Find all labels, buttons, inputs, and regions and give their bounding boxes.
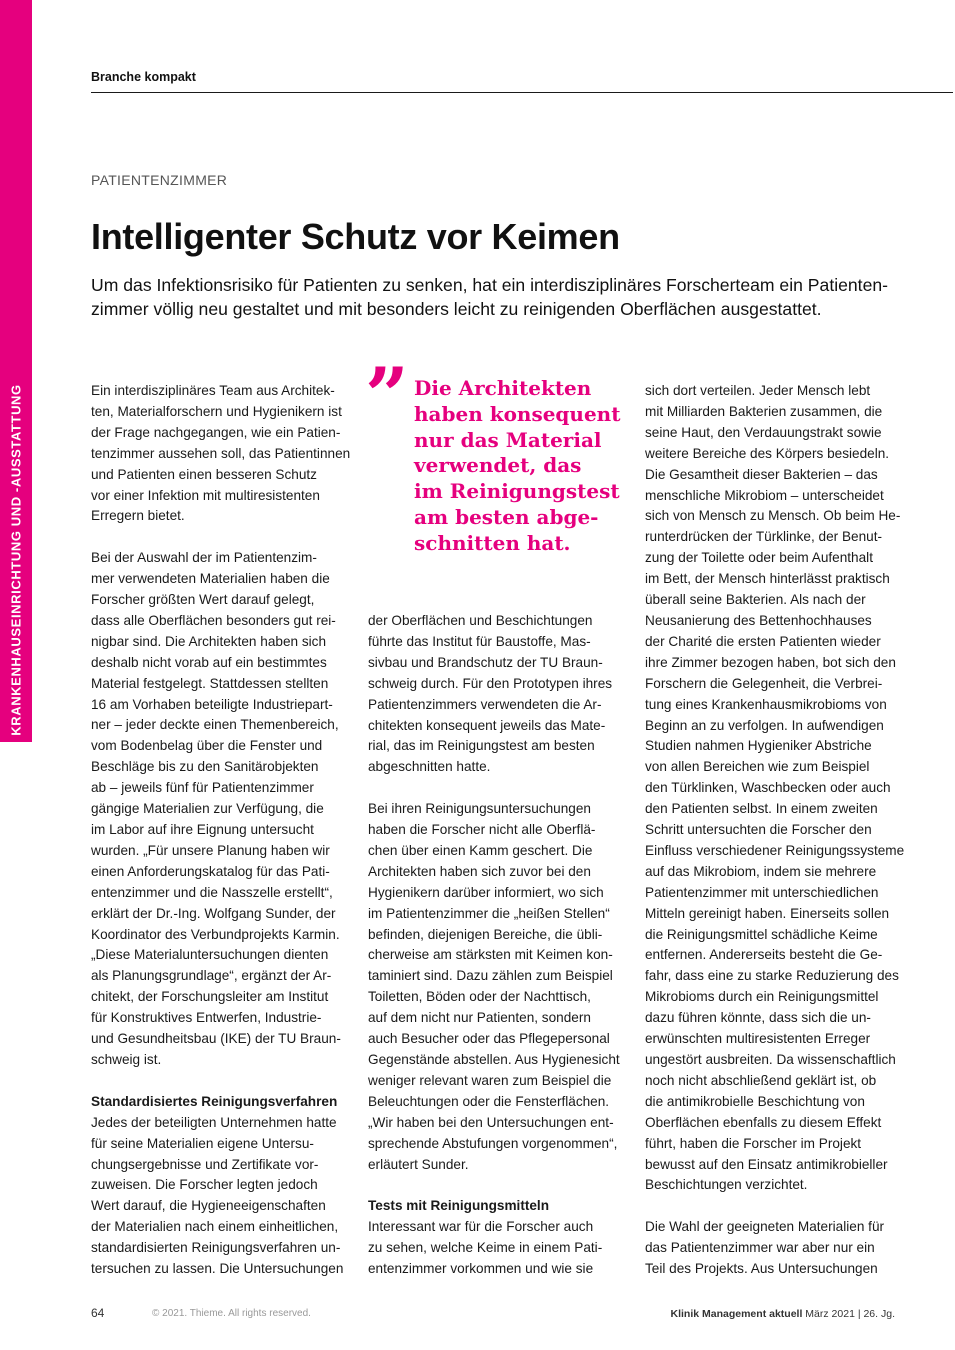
text-line: rial, das im Reinigungstest am besten [368,738,595,754]
page-number: 64 [91,1306,105,1320]
text-line: chitekten konsequent jeweils das Mate- [368,717,606,733]
quote-mark-icon: ” [365,351,409,440]
text-line: abgeschnitten hatte. [368,759,491,775]
text-column-2 [368,611,620,1280]
text-line: bewusst auf den Einsatz antimikrobieller [645,1156,888,1172]
text-line: Koordinator des Verbundprojekts Karmin. [91,926,340,942]
text-line: dazu führen könnte, dass sich die un- [645,1010,871,1026]
text-line: die Reinigungsmittel schädliche Keime [645,926,878,942]
text-line: Neusanierung des Bettenhochhauses [645,612,872,628]
text-line: Teil des Projekts. Aus Untersuchungen [645,1261,878,1277]
text-line: nur das Material [414,427,602,452]
text-line: tenzimmer aussehen soll, das Patientinnen [91,445,351,461]
text-line: Bei ihren Reinigungsuntersuchungen [368,801,591,817]
text-line: Mitteln gereinigt haben. Einerseits sollen [645,905,890,921]
text-line: Toiletten, Böden oder der Nachttisch, [368,989,591,1005]
text-line: Patientenzimmers verwendeten die Ar- [368,696,602,712]
text-line: schweig durch. Für den Prototypen ihres [368,675,613,691]
text-line: Beleuchtungen oder die Fensterflächen. [368,1093,610,1109]
text-line: befinden, diejenigen Bereiche, die übli- [368,926,603,942]
text-line: Jedes der beteiligten Unternehmen hatte [91,1114,337,1130]
article-kicker: PATIENTENZIMMER [91,172,228,188]
text-line: chen über einen Kamm geschert. Die [368,842,593,858]
text-line: entenzimmer und die Nasszelle erstellt“, [91,884,333,900]
text-line: Interessant war für die Forscher auch [368,1219,594,1235]
text-line: chungsergebnisse und Zertifikate vor- [91,1156,319,1172]
text-line: die antimikrobielle Beschichtung von [645,1093,865,1109]
text-column-1 [91,381,351,1280]
text-line: Ein interdisziplinäres Team aus Architek- [91,383,335,398]
text-line: haben konsequent [414,401,621,426]
text-line: noch nicht abschließend geklärt ist, ob [645,1072,877,1088]
text-line: dass alle Oberflächen besonders gut rei- [91,612,336,628]
text-line: ab – jeweils fünf für Patientenzimmer [91,780,314,796]
text-line: zuweisen. Die Forscher legten jedoch [91,1177,318,1193]
text-line: als Planungsgrundlage“, ergänzt der Ar- [91,968,332,984]
text-line: mer verwendeten Materialien haben die [91,571,330,587]
text-line: cherweise am stärksten mit Keimen kon- [368,947,613,963]
text-line: Hygienikern darüber informiert, wo sich [368,884,604,900]
text-line: zung der Toilette oder beim Aufenthalt [645,550,873,566]
text-line: Die Gesamtheit dieser Bakterien – das [645,466,878,482]
text-line: Bei der Auswahl der im Patientenzim- [91,550,317,566]
text-line: Einfluss verschiedener Reinigungssysteme [645,842,905,858]
text-line: sivbau und Brandschutz der TU Braun- [368,654,603,670]
text-line: 16 am Vorhaben beteiligte Industriepart- [91,696,333,712]
text-line: im Bett, der Mensch hinterlässt praktisch [645,571,890,587]
section-sidebar [0,0,32,742]
text-line: haben die Forscher nicht alle Oberflä- [368,822,596,838]
text-line: tersuchen zu lassen. Die Untersuchungen [91,1261,344,1277]
journal-info [671,1308,896,1320]
text-line: Gegenstände abstellen. Aus Hygienesicht [368,1052,620,1068]
paragraph [91,381,351,527]
text-line: Oberflächen ebenfalls zu diesem Effekt [645,1114,882,1130]
text-line: am besten abge- [414,504,599,529]
text-line: gängige Materialien zur Verfügung, die [91,801,324,817]
text-line: führt, haben die Forscher im Projekt [645,1135,862,1151]
text-line: Die Architekten [414,376,592,400]
text-line: Mikrobioms durch ein Reinigungsmittel [645,989,879,1005]
text-line: der Charité die ersten Patienten wieder [645,633,881,649]
subheading: Tests mit Reinigungsmitteln [368,1198,550,1214]
text-line: für seine Materialien eigene Untersu- [91,1135,314,1151]
paragraph [91,548,343,1071]
text-line: ihre Zimmer bezogen haben, bot sich den [645,654,896,670]
text-line: der Oberflächen und Beschichtungen [368,613,593,628]
header-rule [91,92,953,93]
text-line: Beginn an zu verfolgen. In aufwendigen [645,717,884,733]
text-line: vom Bodenbelag über die Fenster und [91,738,323,754]
text-line: von allen Bereichen wie zum Beispiel [645,759,870,775]
text-line: im Labor auf ihre Eignung untersucht [91,822,314,838]
text-line: Beschichtungen verzichtet. [645,1177,808,1193]
text-line: runterdrücken der Türklinke, der Benut- [645,529,883,545]
text-line: Beschläge bis zu den Sanitärobjekten [91,759,319,775]
text-line: „Wir haben bei den Untersuchungen ent- [368,1114,614,1130]
text-line: den Patienten selbst. In einem zweiten [645,801,878,817]
journal-title: Klinik Management aktuell [670,1308,803,1320]
text-line: sich dort verteilen. Jeder Mensch lebt [645,383,871,398]
paragraph [645,1217,897,1280]
text-line: entfernen. Andererseits besteht die Ge- [645,947,883,963]
text-line: sich von Mensch zu Mensch. Ob beim He- [645,508,901,524]
text-line: überall seine Bakterien. Als nach der [645,592,866,608]
text-line: ten, Materialforschern und Hygienikern ist [91,403,342,419]
text-line: erwünschten multiresistenten Erreger [645,1031,871,1047]
paragraph [368,611,620,778]
text-line: ner – jeder deckte einen Themenbereich, [91,717,339,733]
text-line: Architekten haben sich zuvor bei den [368,863,591,879]
text-line: vor einer Infektion mit multiresistenten [91,487,320,503]
text-line: Forscher größten Wert darauf gelegt, [91,592,315,608]
text-line: Die Wahl der geeigneten Materialien für [645,1219,885,1235]
text-line: „Diese Materialuntersuchungen dienten [91,947,329,963]
text-line: der Materialien nach einem einheitlichen, [91,1219,339,1235]
text-line: Forschern die Gelegenheit, die Verbrei- [645,675,883,691]
text-line: Schritt untersuchten die Forscher den [645,822,872,838]
text-line: taminiert sind. Dazu zählen zum Beispiel [368,968,613,984]
text-line: erklärt der Dr.-Ing. Wolfgang Sunder, der [91,905,336,921]
text-line: auf dem nicht nur Patienten, sondern [368,1010,591,1026]
text-line: seine Haut, den Verdauungstrakt sowie [645,424,882,440]
text-line: das Patientenzimmer war aber nur ein [645,1240,875,1256]
paragraph [368,799,620,1175]
text-line: im Patientenzimmer die „heißen Stellen“ [368,905,610,921]
text-line: tung eines Krankenhausmikrobioms von [645,696,887,712]
text-line: Studien nahmen Hygieniker Abstriche [645,738,872,754]
text-line: nigbar sind. Die Architekten haben sich [91,633,327,649]
text-line: schweig ist. [91,1051,162,1067]
text-line: Erregern bietet. [91,508,185,524]
text-column-3 [645,381,905,1280]
text-line: im Reinigungstest [414,479,620,504]
text-line: erläutert Sunder. [368,1156,469,1172]
text-line: weniger relevant waren zum Beispiel die [368,1072,612,1088]
text-line: und Gesundheitsbau (IKE) der TU Braun- [91,1031,341,1047]
text-line: den Türklinken, Waschbecken oder auch [645,780,891,796]
text-line: und Patienten einen besseren Schutz [91,466,317,482]
paragraph [368,1217,620,1280]
text-line: der Frage nachgegangen, wie ein Patien- [91,424,341,440]
article-lead: Um das Infektionsrisiko für Patienten zu senken, hat ein interdisziplinäres Forscherteam ein Patienten-zimmer völlig neu gestaltet und mit besonders leicht zu reinigenden Oberflächen ausgestattet. [91,275,889,319]
text-line: verwendet, das [414,453,582,478]
text-line: für Konstruktives Entwerfen, Industrie- [91,1010,322,1026]
text-line: einen Anforderungskatalog für das Pati- [91,863,330,879]
text-line: schnitten hat. [414,530,571,555]
text-line: Wert darauf, die Hygieneeigenschaften [91,1198,326,1214]
text-line: menschliche Mikrobiom – unterscheidet [645,487,884,503]
section-label: KRANKENHAUSEINRICHTUNG UND -AUSSTATTUNG [8,384,24,736]
pull-quote [414,376,634,557]
text-line: chitekt, der Forschungsleiter am Institut [91,989,329,1005]
article-title: Intelligenter Schutz vor Keimen [91,216,620,257]
text-line: deshalb nicht vorab auf ein bestimmtes [91,654,327,670]
text-line: standardisierten Reinigungsverfahren un- [91,1240,341,1256]
text-line: fahr, dass eine zu starke Reduzierung des [645,968,899,984]
text-line: sprechende Abstufungen vorgenommen“, [368,1135,618,1151]
text-line: führte das Institut für Baustoffe, Mas- [368,633,591,649]
issue-info: März 2021 | 26. Jg. [805,1308,895,1320]
text-line: weitere Bereiche des Körpers besiedeln. [645,445,890,461]
paragraph [91,1113,343,1280]
text-line: auf das Mikrobiom, indem sie mehrere [645,863,877,879]
text-line: Material festgelegt. Stattdessen stellten [91,675,329,691]
running-head: Branche kompakt [91,70,196,84]
paragraph [645,381,905,1196]
text-line: entenzimmer vorkommen und wie sie [368,1261,594,1277]
text-line: ungestört ausbreiten. Da wissenschaftlich [645,1052,896,1067]
text-line: auch Besucher oder das Pflegepersonal [368,1031,610,1047]
text-line: zu sehen, welche Keime in einem Pati- [368,1240,603,1256]
copyright-notice: © 2021. Thieme. All rights reserved. [152,1308,311,1319]
text-line: Patientenzimmer mit unterschiedlichen [645,884,879,900]
text-line: wurden. „Für unsere Planung haben wir [91,842,330,858]
subheading: Standardisiertes Reinigungsverfahren [91,1093,338,1109]
text-line: mit Milliarden Bakterien zusammen, die [645,403,883,419]
